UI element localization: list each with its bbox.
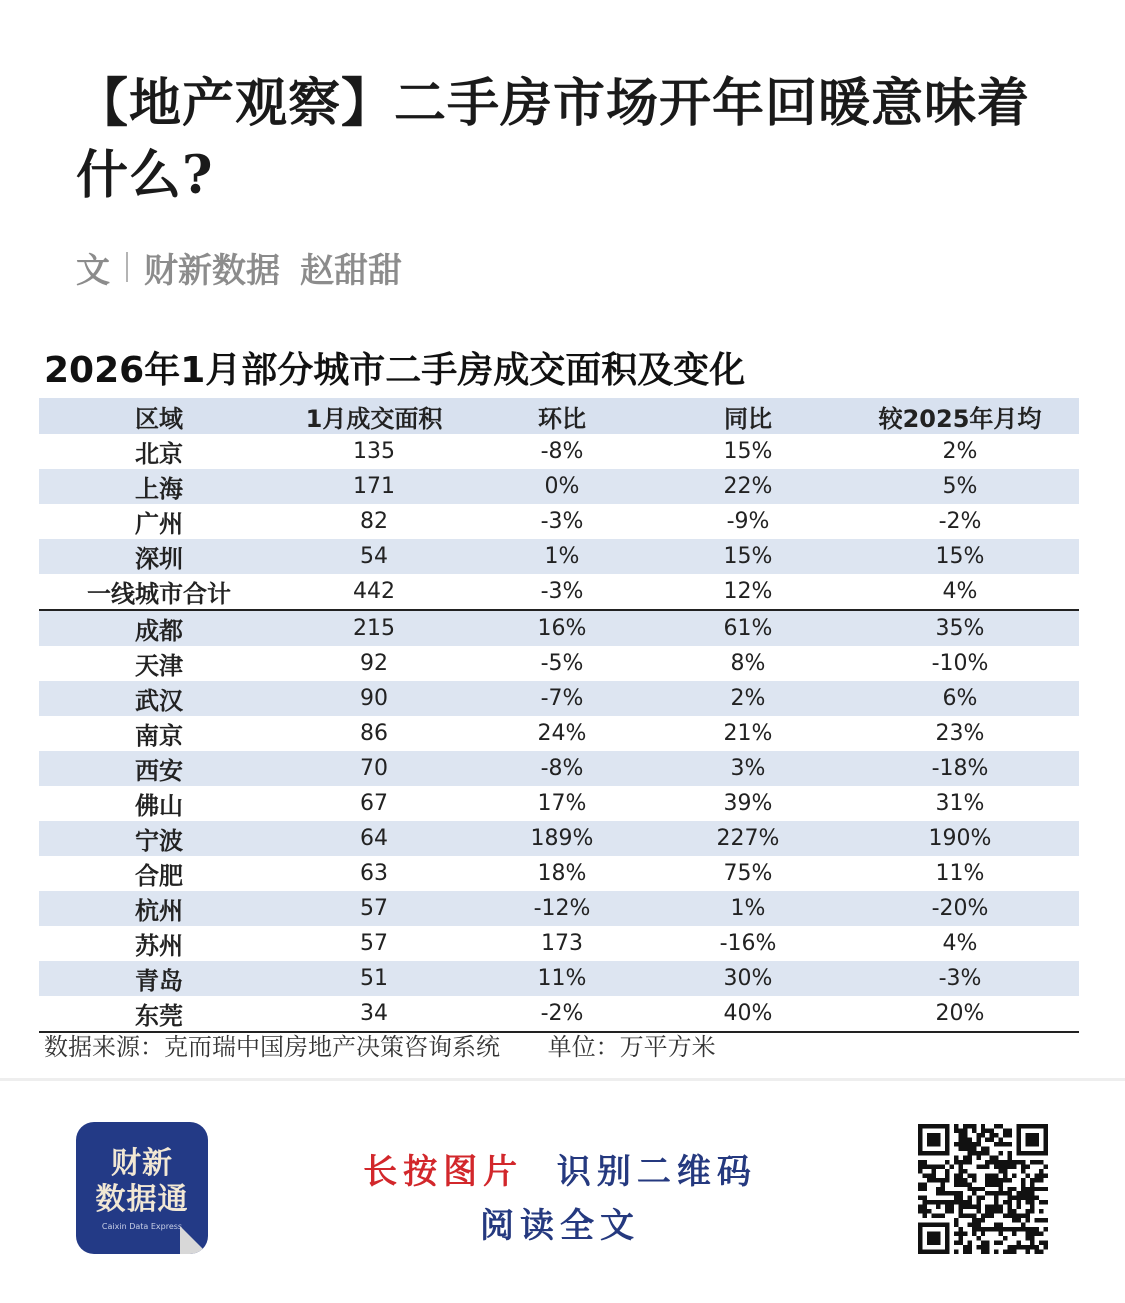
mom-cell: -7% bbox=[469, 681, 655, 716]
table-row bbox=[39, 926, 1079, 961]
mom-cell: -12% bbox=[469, 891, 655, 926]
table-row bbox=[39, 716, 1079, 751]
table-row bbox=[39, 539, 1079, 574]
mom-cell: 1% bbox=[469, 539, 655, 574]
vs-2025-avg-cell: 11% bbox=[935, 861, 985, 886]
region-cell: 成都 bbox=[39, 610, 279, 646]
vs-2025-avg-cell: -20% bbox=[841, 891, 1079, 926]
area-cell: 57 bbox=[360, 931, 388, 956]
table-row bbox=[39, 469, 1079, 504]
byline-prefix: 文 bbox=[76, 250, 110, 291]
table-row bbox=[39, 574, 1079, 610]
vs-2025-avg-cell: 6% bbox=[841, 681, 1079, 716]
cta-long-press: 长按图片 bbox=[363, 1152, 524, 1192]
mom-cell: 16% bbox=[469, 610, 655, 646]
region-cell: 上海 bbox=[39, 469, 279, 504]
area-cell: 67 bbox=[360, 791, 388, 816]
vs-2025-avg-cell: 4% bbox=[942, 931, 978, 956]
vs-2025-avg-cell: 31% bbox=[935, 791, 985, 816]
header-region: 区域 bbox=[39, 398, 279, 434]
vs-2025-avg-cell: 4% bbox=[841, 574, 1079, 610]
mom-cell: 173 bbox=[541, 931, 583, 956]
caixin-data-express-logo bbox=[76, 1122, 208, 1254]
area-cell: 57 bbox=[279, 891, 469, 926]
yoy-cell: 227% bbox=[655, 821, 841, 856]
table-row bbox=[39, 856, 1079, 891]
table-body bbox=[39, 434, 1079, 1032]
mom-cell: -5% bbox=[540, 651, 584, 676]
table-row bbox=[39, 434, 1079, 469]
mom-cell: 11% bbox=[469, 961, 655, 996]
area-cell: 171 bbox=[279, 469, 469, 504]
header-mom: 环比 bbox=[469, 398, 655, 434]
yoy-cell: 15% bbox=[723, 439, 773, 464]
vs-2025-avg-cell: -10% bbox=[931, 651, 989, 676]
mom-cell: 0% bbox=[469, 469, 655, 504]
mom-cell: 24% bbox=[537, 721, 587, 746]
mom-cell: -3% bbox=[469, 574, 655, 610]
region-cell: 杭州 bbox=[39, 891, 279, 926]
region-cell: 一线城市合计 bbox=[39, 574, 279, 610]
vs-2025-avg-cell: -2% bbox=[938, 509, 982, 534]
byline-org: 财新数据 bbox=[144, 250, 280, 291]
logo-line-2: 数据通 bbox=[95, 1182, 189, 1217]
table-row bbox=[39, 891, 1079, 926]
yoy-cell: 40% bbox=[655, 996, 841, 1032]
source-text: 数据来源：克而瑞中国房地产决策咨询系统 bbox=[44, 1033, 500, 1061]
cta-line-1 bbox=[240, 1144, 880, 1193]
vs-2025-avg-cell: 20% bbox=[841, 996, 1079, 1032]
header-vs-2025-avg: 较2025年月均 bbox=[841, 398, 1079, 434]
table-row bbox=[39, 504, 1079, 539]
mom-cell: 189% bbox=[469, 821, 655, 856]
yoy-cell: 21% bbox=[723, 721, 773, 746]
article-title: 【地产观察】二手房市场开年回暖意味着什么? bbox=[76, 73, 1031, 206]
yoy-cell: 15% bbox=[655, 539, 841, 574]
yoy-cell: -16% bbox=[719, 931, 777, 956]
area-cell: 51 bbox=[279, 961, 469, 996]
region-cell: 佛山 bbox=[135, 792, 183, 820]
mom-cell: -8% bbox=[469, 751, 655, 786]
area-cell: 82 bbox=[360, 509, 388, 534]
mom-cell: -8% bbox=[540, 439, 584, 464]
vs-2025-avg-cell: 23% bbox=[935, 721, 985, 746]
region-cell: 东莞 bbox=[39, 996, 279, 1032]
region-cell: 北京 bbox=[135, 440, 183, 468]
table-row bbox=[39, 646, 1079, 681]
vs-2025-avg-cell: 15% bbox=[841, 539, 1079, 574]
area-cell: 215 bbox=[279, 610, 469, 646]
table-row bbox=[39, 751, 1079, 786]
cta-scan-qr: 识别二维码 bbox=[556, 1152, 757, 1192]
region-cell: 合肥 bbox=[135, 862, 183, 890]
mom-cell: -3% bbox=[540, 509, 584, 534]
area-cell: 90 bbox=[279, 681, 469, 716]
area-cell: 64 bbox=[279, 821, 469, 856]
byline bbox=[76, 242, 402, 292]
region-cell: 深圳 bbox=[39, 539, 279, 574]
yoy-cell: 22% bbox=[655, 469, 841, 504]
qr-code-icon[interactable] bbox=[918, 1124, 1048, 1254]
area-cell: 70 bbox=[279, 751, 469, 786]
logo-page-fold bbox=[180, 1226, 208, 1254]
vs-2025-avg-cell: -3% bbox=[841, 961, 1079, 996]
yoy-cell: 1% bbox=[655, 891, 841, 926]
table-title: 2026年1月部分城市二手房成交面积及变化 bbox=[44, 350, 746, 391]
table-row bbox=[39, 961, 1079, 996]
table-row bbox=[39, 681, 1079, 716]
byline-separator bbox=[126, 252, 128, 282]
yoy-cell: 2% bbox=[655, 681, 841, 716]
area-cell: 135 bbox=[353, 439, 395, 464]
area-cell: 86 bbox=[360, 721, 388, 746]
yoy-cell: -9% bbox=[726, 509, 770, 534]
vs-2025-avg-cell: 190% bbox=[841, 821, 1079, 856]
header-area: 1月成交面积 bbox=[279, 398, 469, 434]
table-row bbox=[39, 610, 1079, 646]
byline-author: 赵甜甜 bbox=[300, 250, 402, 291]
yoy-cell: 3% bbox=[655, 751, 841, 786]
region-cell: 广州 bbox=[135, 510, 183, 538]
mom-cell: 18% bbox=[537, 861, 587, 886]
mom-cell: 17% bbox=[537, 791, 587, 816]
data-table bbox=[39, 398, 1079, 1033]
vs-2025-avg-cell: 35% bbox=[841, 610, 1079, 646]
unit-text: 单位：万平方米 bbox=[547, 1033, 716, 1061]
yoy-cell: 12% bbox=[655, 574, 841, 610]
table-row bbox=[39, 786, 1079, 821]
area-cell: 34 bbox=[279, 996, 469, 1032]
vs-2025-avg-cell: 5% bbox=[841, 469, 1079, 504]
vs-2025-avg-cell: -18% bbox=[841, 751, 1079, 786]
yoy-cell: 39% bbox=[723, 791, 773, 816]
yoy-cell: 30% bbox=[655, 961, 841, 996]
region-cell: 西安 bbox=[39, 751, 279, 786]
yoy-cell: 75% bbox=[723, 861, 773, 886]
logo-line-3: Caixin Data Express bbox=[101, 1222, 183, 1231]
header-yoy: 同比 bbox=[655, 398, 841, 434]
region-cell: 南京 bbox=[135, 722, 183, 750]
mom-cell: -2% bbox=[469, 996, 655, 1032]
cta-read-full-article[interactable]: 阅读全文 bbox=[480, 1206, 640, 1246]
footer-divider bbox=[0, 1078, 1125, 1081]
vs-2025-avg-cell: 2% bbox=[942, 439, 978, 464]
area-cell: 54 bbox=[279, 539, 469, 574]
data-source-note bbox=[44, 1027, 716, 1062]
region-cell: 宁波 bbox=[39, 821, 279, 856]
yoy-cell: 61% bbox=[655, 610, 841, 646]
table-row bbox=[39, 821, 1079, 856]
region-cell: 天津 bbox=[135, 652, 183, 680]
region-cell: 青岛 bbox=[39, 961, 279, 996]
logo-line-1: 财新 bbox=[111, 1146, 173, 1181]
table-header-row bbox=[39, 398, 1079, 434]
area-cell: 442 bbox=[279, 574, 469, 610]
yoy-cell: 8% bbox=[730, 651, 766, 676]
region-cell: 苏州 bbox=[135, 932, 183, 960]
area-cell: 92 bbox=[360, 651, 388, 676]
region-cell: 武汉 bbox=[39, 681, 279, 716]
area-cell: 63 bbox=[360, 861, 388, 886]
